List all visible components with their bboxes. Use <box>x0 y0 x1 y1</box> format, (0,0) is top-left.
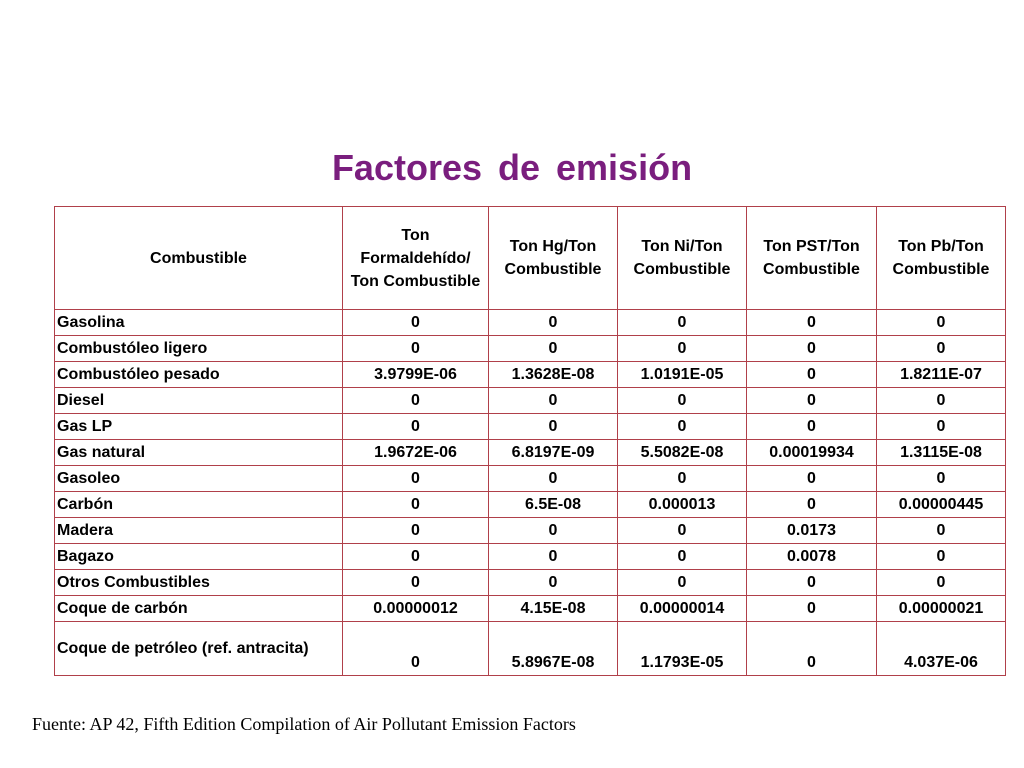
table-cell: 0 <box>343 414 489 440</box>
column-header-pst: Ton PST/Ton Combustible <box>747 207 877 310</box>
table-cell: 0 <box>343 336 489 362</box>
table-cell-fuel: Carbón <box>55 492 343 518</box>
table-cell: 0 <box>747 310 877 336</box>
table-header-row <box>55 207 1006 310</box>
table-cell: 6.5E-08 <box>489 492 618 518</box>
table-cell: 5.5082E-08 <box>618 440 747 466</box>
table-cell: 0 <box>618 336 747 362</box>
table-cell: 0 <box>877 388 1006 414</box>
table-cell: 0 <box>747 414 877 440</box>
table-row <box>55 492 1006 518</box>
table-cell: 0 <box>489 518 618 544</box>
table-cell: 0.0078 <box>747 544 877 570</box>
table-cell-fuel: Gas LP <box>55 414 343 440</box>
emission-factors-table <box>54 206 1006 676</box>
table-row <box>55 310 1006 336</box>
table-cell: 0 <box>877 518 1006 544</box>
table-cell: 0.00000012 <box>343 596 489 622</box>
page-title: Factores de emisión <box>331 147 693 188</box>
table-cell: 0 <box>877 414 1006 440</box>
table-cell: 3.9799E-06 <box>343 362 489 388</box>
table-cell: 0 <box>343 310 489 336</box>
table-cell: 0 <box>489 466 618 492</box>
table-cell: 0 <box>489 414 618 440</box>
table-cell-fuel: Diesel <box>55 388 343 414</box>
table-cell: 0 <box>343 466 489 492</box>
table-cell: 0 <box>489 544 618 570</box>
table-cell: 0.000013 <box>618 492 747 518</box>
table-row <box>55 466 1006 492</box>
table-cell: 0 <box>343 570 489 596</box>
table-cell: 1.3628E-08 <box>489 362 618 388</box>
table-cell: 0 <box>618 518 747 544</box>
table-cell-fuel: Bagazo <box>55 544 343 570</box>
table-cell: 0 <box>343 544 489 570</box>
table-cell: 0 <box>618 388 747 414</box>
table-row <box>55 570 1006 596</box>
table-row <box>55 388 1006 414</box>
table-cell: 0 <box>877 310 1006 336</box>
table-cell: 4.15E-08 <box>489 596 618 622</box>
table-cell-fuel: Otros Combustibles <box>55 570 343 596</box>
table-cell: 0 <box>877 544 1006 570</box>
table-cell: 5.8967E-08 <box>489 622 618 676</box>
table-cell: 0 <box>747 596 877 622</box>
table-cell: 0 <box>877 570 1006 596</box>
table-cell-fuel: Gasoleo <box>55 466 343 492</box>
table-row <box>55 544 1006 570</box>
table-cell: 0 <box>618 466 747 492</box>
table-cell: 0 <box>489 388 618 414</box>
table-cell: 1.1793E-05 <box>618 622 747 676</box>
table-cell: 1.8211E-07 <box>877 362 1006 388</box>
table-cell: 0 <box>343 492 489 518</box>
column-header-fuel: Combustible <box>55 207 343 310</box>
table-row <box>55 362 1006 388</box>
table-row <box>55 336 1006 362</box>
table-cell: 0 <box>343 388 489 414</box>
table-cell: 6.8197E-09 <box>489 440 618 466</box>
table-cell: 0 <box>489 310 618 336</box>
table-cell: 0.00000445 <box>877 492 1006 518</box>
table-cell: 0 <box>877 336 1006 362</box>
table-cell: 0.0173 <box>747 518 877 544</box>
table-cell: 0 <box>747 570 877 596</box>
table-cell: 0 <box>343 518 489 544</box>
table-cell: 0.00000021 <box>877 596 1006 622</box>
table-cell: 0 <box>747 622 877 676</box>
table-cell: 0 <box>877 466 1006 492</box>
table-cell: 0.00019934 <box>747 440 877 466</box>
table-cell: 0 <box>747 362 877 388</box>
table-cell: 0 <box>618 544 747 570</box>
table-cell: 0 <box>618 414 747 440</box>
table-cell-fuel: Coque de petróleo (ref. antracita) <box>55 622 343 676</box>
table-cell-fuel: Gasolina <box>55 310 343 336</box>
table-cell: 1.3115E-08 <box>877 440 1006 466</box>
table-cell: 0.00000014 <box>618 596 747 622</box>
table-cell: 0 <box>343 622 489 676</box>
table-cell: 0 <box>747 336 877 362</box>
table-row <box>55 596 1006 622</box>
table-cell: 0 <box>747 466 877 492</box>
column-header-nickel: Ton Ni/Ton Combustible <box>618 207 747 310</box>
table-row <box>55 414 1006 440</box>
table-cell: 1.0191E-05 <box>618 362 747 388</box>
table-row <box>55 622 1006 676</box>
table-cell: 0 <box>747 492 877 518</box>
table-cell: 0 <box>747 388 877 414</box>
table-cell: 0 <box>489 336 618 362</box>
table-cell: 0 <box>489 570 618 596</box>
table-cell: 4.037E-06 <box>877 622 1006 676</box>
column-header-formaldehyde: Ton Formaldehído/ Ton Combustible <box>343 207 489 310</box>
source-citation: Fuente: AP 42, Fifth Edition Compilation of Air Pollutant Emission Factors <box>32 714 576 734</box>
table-cell-fuel: Combustóleo ligero <box>55 336 343 362</box>
table-cell: 0 <box>618 570 747 596</box>
table-cell-fuel: Coque de carbón <box>55 596 343 622</box>
column-header-mercury: Ton Hg/Ton Combustible <box>489 207 618 310</box>
table-cell: 1.9672E-06 <box>343 440 489 466</box>
table-cell-fuel: Combustóleo pesado <box>55 362 343 388</box>
column-header-lead: Ton Pb/Ton Combustible <box>877 207 1006 310</box>
table-cell: 0 <box>618 310 747 336</box>
table-cell-fuel: Madera <box>55 518 343 544</box>
table-row <box>55 440 1006 466</box>
table-cell-fuel: Gas natural <box>55 440 343 466</box>
table-row <box>55 518 1006 544</box>
